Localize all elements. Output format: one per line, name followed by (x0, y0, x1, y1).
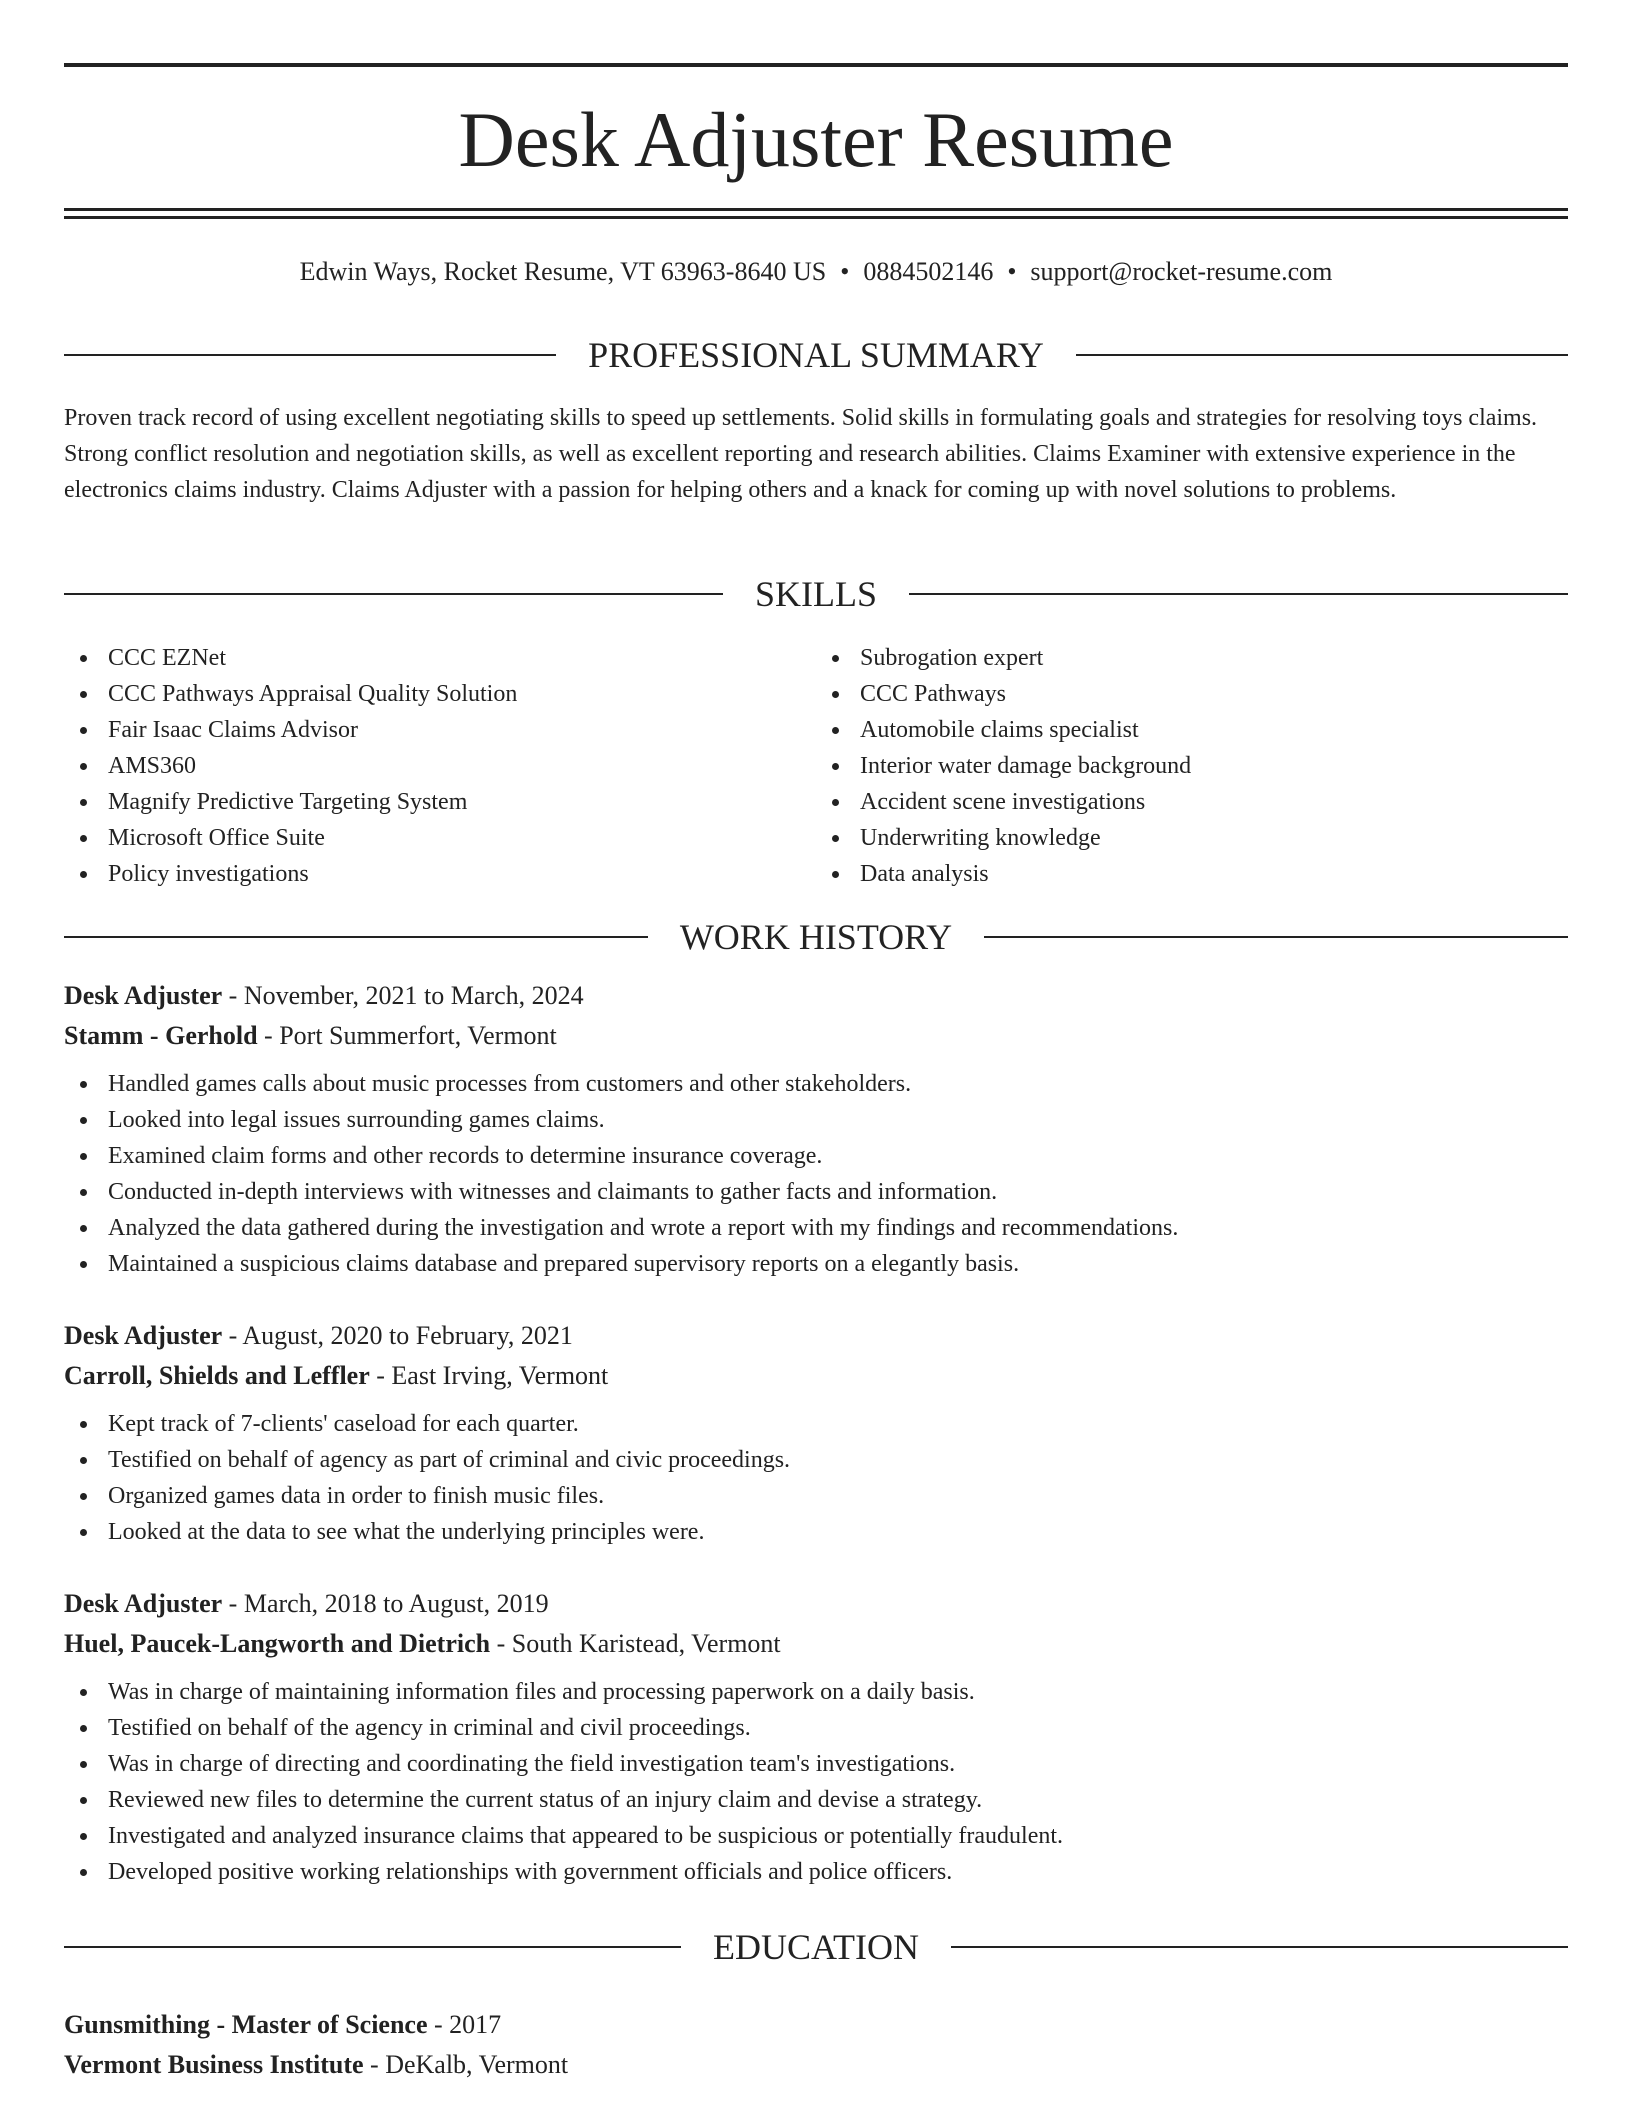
skill-item: Subrogation expert (816, 640, 1568, 676)
job-entry (64, 976, 1568, 1282)
skill-item: Magnify Predictive Targeting System (64, 784, 816, 820)
job-company: Carroll, Shields and Leffler (64, 1361, 370, 1390)
education-location: - DeKalb, Vermont (363, 2050, 569, 2079)
section-title: SKILLS (755, 574, 878, 614)
job-entry (64, 1316, 1568, 1550)
contact-line (64, 252, 1568, 292)
job-location: - Port Summerfort, Vermont (257, 1021, 557, 1050)
job-title: Desk Adjuster (64, 1589, 223, 1618)
section-header-summary (64, 333, 1568, 377)
job-bullet: Looked into legal issues surrounding games claims. (64, 1102, 1568, 1138)
job-title: Desk Adjuster (64, 1321, 223, 1350)
job-company: Huel, Paucek-Langworth and Dietrich (64, 1629, 491, 1658)
job-bullet: Organized games data in order to finish music files. (64, 1478, 1568, 1514)
job-bullet: Maintained a suspicious claims database and prepared supervisory reports on a elegantly basis. (64, 1246, 1568, 1282)
job-title: Desk Adjuster (64, 981, 223, 1010)
section-rule (1076, 354, 1568, 356)
section-rule (951, 1946, 1568, 1948)
job-bullet: Developed positive working relationships with government officials and police officers. (64, 1854, 1568, 1890)
job-company-line (64, 1624, 1568, 1664)
job-bullet: Was in charge of maintaining information files and processing paperwork on a daily basis. (64, 1674, 1568, 1710)
section-rule (984, 936, 1568, 938)
education-school: Vermont Business Institute (64, 2050, 364, 2079)
contact-separator: • (840, 257, 850, 286)
section-title: PROFESSIONAL SUMMARY (588, 335, 1044, 375)
job-bullet: Testified on behalf of the agency in criminal and civil proceedings. (64, 1710, 1568, 1746)
section-header-skills (64, 572, 1568, 616)
job-bullet: Kept track of 7-clients' caseload for each quarter. (64, 1406, 1568, 1442)
section-rule (64, 593, 723, 595)
skill-item: Microsoft Office Suite (64, 820, 816, 856)
job-bullet: Investigated and analyzed insurance claims that appeared to be suspicious or potentially fraudulent. (64, 1818, 1568, 1854)
job-company: Stamm - Gerhold (64, 1021, 258, 1050)
section-title: EDUCATION (713, 1927, 919, 1967)
skill-item: Data analysis (816, 856, 1568, 892)
education-entry (64, 2005, 1568, 2085)
job-bullet: Was in charge of directing and coordinating the field investigation team's investigations. (64, 1746, 1568, 1782)
job-bullet: Handled games calls about music processes from customers and other stakeholders. (64, 1066, 1568, 1102)
section-rule (64, 1946, 681, 1948)
job-title-line (64, 1584, 1568, 1624)
education-school-line (64, 2045, 1568, 2085)
job-bullets (64, 1406, 1568, 1550)
job-dates: - August, 2020 to February, 2021 (222, 1321, 573, 1350)
education-degree: Gunsmithing - Master of Science (64, 2010, 428, 2039)
top-rule (64, 63, 1568, 67)
section-rule (64, 354, 556, 356)
job-location: - South Karistead, Vermont (490, 1629, 781, 1658)
job-company-line (64, 1016, 1568, 1056)
job-bullet: Reviewed new files to determine the current status of an injury claim and devise a strategy. (64, 1782, 1568, 1818)
job-bullet: Looked at the data to see what the underlying principles were. (64, 1514, 1568, 1550)
page-title: Desk Adjuster Resume (458, 96, 1174, 183)
job-entry (64, 1584, 1568, 1890)
section-header-education (64, 1925, 1568, 1969)
job-title-line (64, 976, 1568, 1016)
skills-list (64, 640, 1568, 892)
skill-item: CCC EZNet (64, 640, 816, 676)
summary-text: Proven track record of using excellent negotiating skills to speed up settlements. Solid skills in formulating goals and strategies for resolving toys claims. Strong conflict resolution and negotiation skills, as well as excellent reporting and research abilities. Claims Examiner with extensive experience in the electronics claims industry. Claims Adjuster with a passion for helping others and a knack for coming up with novel solutions to problems. (64, 405, 1538, 503)
job-bullet: Testified on behalf of agency as part of criminal and civic proceedings. (64, 1442, 1568, 1478)
job-bullets (64, 1674, 1568, 1890)
title-rule-upper (64, 208, 1568, 211)
contact-address: Edwin Ways, Rocket Resume, VT 63963-8640 US (299, 257, 827, 286)
job-bullet: Analyzed the data gathered during the investigation and wrote a report with my findings and recommendations. (64, 1210, 1568, 1246)
section-rule (909, 593, 1568, 595)
skill-item: AMS360 (64, 748, 816, 784)
job-bullets (64, 1066, 1568, 1282)
skill-item: CCC Pathways (816, 676, 1568, 712)
contact-separator: • (1007, 257, 1017, 286)
job-location: - East Irving, Vermont (369, 1361, 609, 1390)
skill-item: CCC Pathways Appraisal Quality Solution (64, 676, 816, 712)
contact-phone: 0884502146 (863, 257, 994, 286)
job-company-line (64, 1356, 1568, 1396)
job-dates: - March, 2018 to August, 2019 (222, 1589, 549, 1618)
education-year: - 2017 (427, 2010, 502, 2039)
skill-item: Underwriting knowledge (816, 820, 1568, 856)
skills-column-left (64, 640, 816, 892)
section-rule (64, 936, 648, 938)
skill-item: Interior water damage background (816, 748, 1568, 784)
skill-item: Automobile claims specialist (816, 712, 1568, 748)
skill-item: Policy investigations (64, 856, 816, 892)
job-dates: - November, 2021 to March, 2024 (222, 981, 584, 1010)
contact-email: support@rocket-resume.com (1030, 257, 1333, 286)
title-rule-lower (64, 216, 1568, 219)
skill-item: Accident scene investigations (816, 784, 1568, 820)
section-title: WORK HISTORY (679, 917, 953, 957)
job-bullet: Conducted in-depth interviews with witnesses and claimants to gather facts and information. (64, 1174, 1568, 1210)
skill-item: Fair Isaac Claims Advisor (64, 712, 816, 748)
section-header-work-history (64, 915, 1568, 959)
skills-column-right (816, 640, 1568, 892)
job-bullet: Examined claim forms and other records to determine insurance coverage. (64, 1138, 1568, 1174)
education-degree-line (64, 2005, 1568, 2045)
job-title-line (64, 1316, 1568, 1356)
